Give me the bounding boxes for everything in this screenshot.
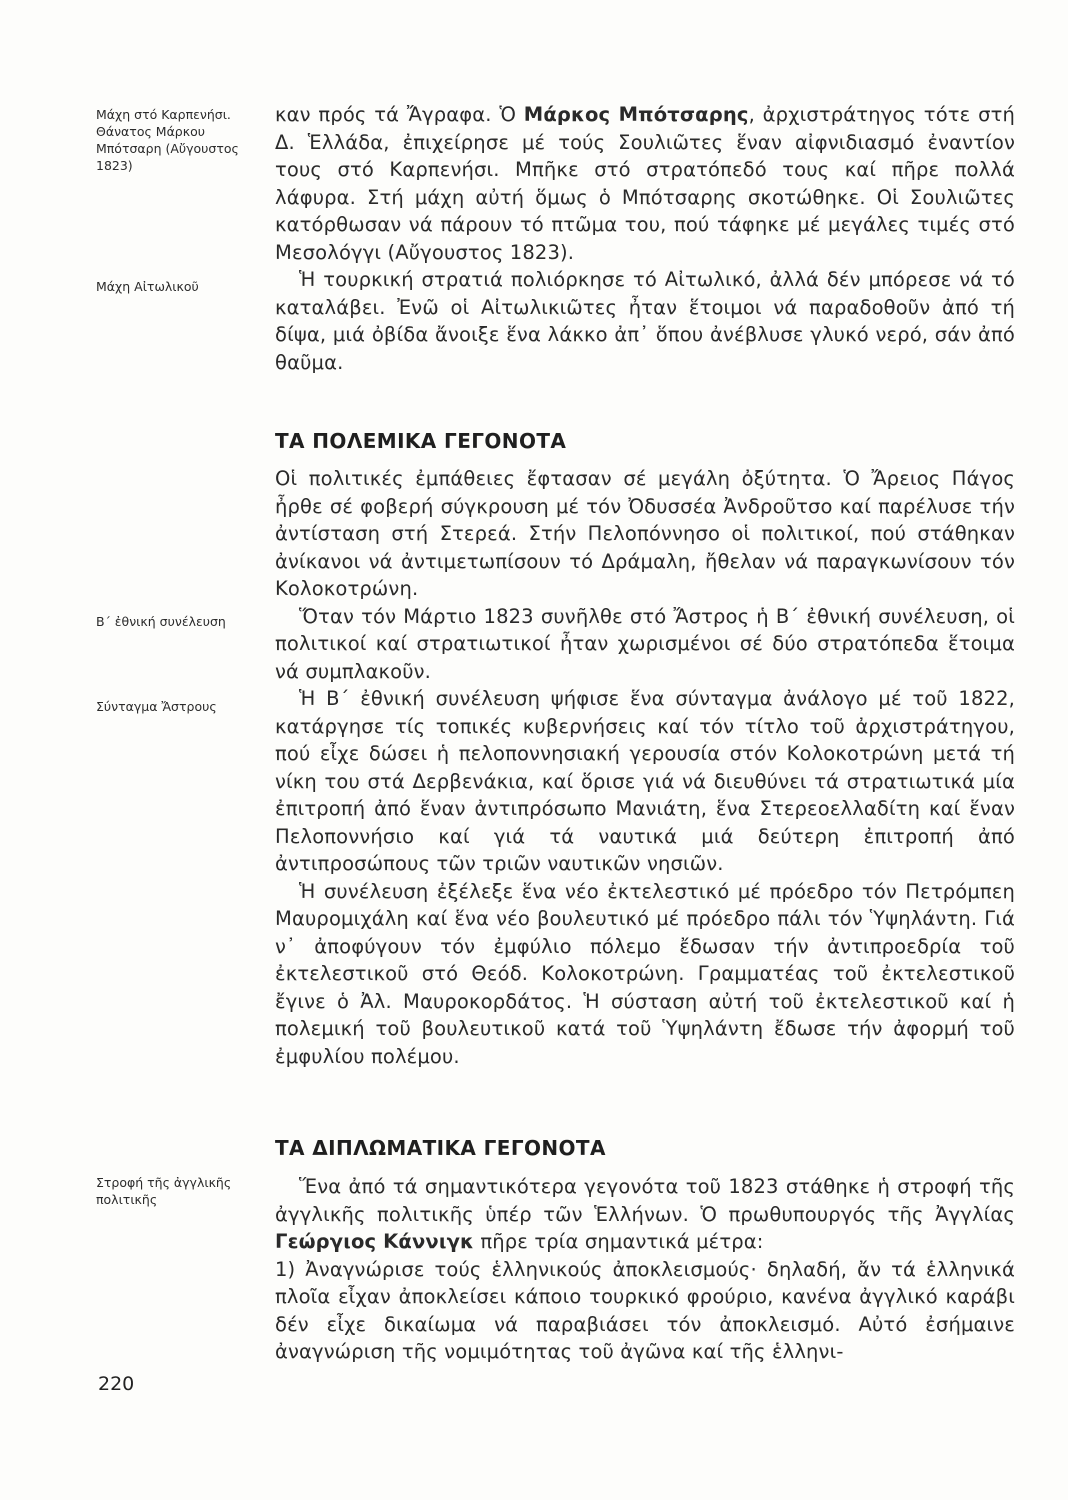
section-heading-diplomatic: ΤΑ ΔΙΠΛΩΜΑΤΙΚΑ ΓΕΓΟΝΟΤΑ [275,1136,606,1160]
page-number: 220 [98,1373,135,1395]
margin-note-syntagma-astrous: Σύνταγμα Ἄστρους [96,699,217,714]
margin-note-karpenisi: Μάχη στό Καρπενήσι. Θάνατος Μάρκου Μπότσαρη (Αὔγουστος 1823) [96,107,239,173]
margin-note-strofi: Στροφή τῆς ἀγγλικῆς πολιτικῆς [96,1175,232,1207]
margin-note-vethniki-synelefsi: Β΄ ἐθνική συνέλευση [96,614,226,629]
paragraph-constitution: Ἡ Β΄ ἐθνική συνέλευση ψήφισε ἕνα σύνταγμα ἀνάλογο μέ τοῦ 1822, κατάργησε τίς τοπικές κυβερνήσεις καί τόν τίτλο τοῦ ἀρχιστράτηγου, πού εἶχε δώσει ἡ πελοποννησιακή γερουσία στόν Κολοκοτρώνη μετά τή νίκη του στά Δερβενάκια, καί ὅρισε γιά νά διευθύνει τά στρατιωτικά μία ἐπιτροπή ἀπό ἕναν ἀντιπρόσωπο Μανιάτη, ἕνα Στερεοελλαδίτη καί ἕναν Πελοποννήσιο καί γιά τά ναυτικά μιά δεύτερη ἐπιτροπή ἀπό ἀντιπροσώπους τῶν τριῶν ναυτικῶν νησιῶν. [275,687,1015,875]
paragraph-aitoliko: Ἡ τουρκική στρατιά πολιόρκησε τό Αἰτωλικό, ἀλλά δέν μπόρεσε νά τό καταλάβει. Ἐνῶ οἱ Αἰτωλικιῶτες ἦταν ἕτοιμοι νά παραδοθοῦν ἀπό τή δίψα, μιά ὀβίδα ἄνοιξε ἕνα λάκκο ἀπ᾿ ὅπου ἀνέβλυσε γλυκό νερό, σάν ἀπό θαῦμα. [275,268,1015,374]
margin-note-aitoliko: Μάχη Αἰτωλικοῦ [96,279,199,294]
paragraph-executive: Ἡ συνέλευση ἐξέλεξε ἕνα νέο ἐκτελεστικό μέ πρόεδρο τόν Πετρόμπεη Μαυρομιχάλη καί ἕνα νέο βουλευτικό μέ πρόεδρο πάλι τόν Ὑψηλάντη. Γιά ν᾿ ἀποφύγουν τόν ἐμφύλιο πόλεμο ἔδωσαν τήν ἀντιπροεδρία τοῦ ἐκτελεστικοῦ στό Θεόδ. Κολοκοτρώνη. Γραμματέας τοῦ ἐκτελεστικοῦ ἔγινε ὁ Ἀλ. Μαυροκορδάτος. Ἡ σύσταση αὐτή τοῦ ἐκτελεστικοῦ καί ἡ πολεμική τοῦ βουλευτικοῦ κατά τοῦ Ὑψηλάντη ἔδωσε τήν ἀφορμή τοῦ ἐμφυλίου πολέμου. [275,879,1015,1068]
paragraph-political-passions: Οἱ πολιτικές ἐμπάθειες ἔφτασαν σέ μεγάλη ὀξύτητα. Ὁ Ἄρειος Πάγος ἦρθε σέ φοβερή σύγκρουση μέ τόν Ὀδυσσέα Ἀνδροῦτσο καί παρέλυσε τήν ἀντίσταση στή Στερεά. Στήν Πελοπόννησο οἱ πολιτικοί, πού στάθηκαν ἀνίκανοι νά ἀντιμετωπίσουν τό Δράμαλη, ἤθελαν νά παραγκωνίσουν τόν Κολοκοτρώνη. [275,467,1015,600]
paragraph-canning: Ἕνα ἀπό τά σημαντικότερα γεγονότα τοῦ 1823 στάθηκε ἡ στροφή τῆς ἀγγλικῆς πολιτικῆς ὑπέρ τῶν Ἑλλήνων. Ὁ πρωθυπουργός τῆς Ἀγγλίας Γεώργιος Κάννιγκ πῆρε τρία σημαντικά μέτρα: [275,1175,1015,1253]
section-heading-military: ΤΑ ΠΟΛΕΜΙΚΑ ΓΕΓΟΝΟΤΑ [275,429,567,453]
section-diplomatic [275,1173,1015,1366]
paragraph-astros-assembly: Ὅταν τόν Μάρτιο 1823 συνῆλθε στό Ἄστρος ἡ Β΄ ἐθνική συνέλευση, οἱ πολιτικοί καί στρατιωτικοί ἦταν χωρισμένοι σέ δύο στρατόπεδα ἕτοιμα νά συμπλακοῦν. [275,604,1015,683]
bold-name-botsaris: Μάρκος Μπότσαρης [523,103,749,126]
bold-name-canning: Γεώργιος Κάννιγκ [275,1230,475,1253]
section-military [275,465,1015,1070]
section-intro [275,101,1015,376]
paragraph-botsaris: καν πρός τά Ἄγραφα. Ὁ Μάρκος Μπότσαρης, ἀρχιστράτηγος τότε στή Δ. Ἑλλάδα, ἐπιχείρησε μέ τούς Σουλιῶτες ἕναν αἰφνιδιασμό ἐναντίον τους στό Καρπενήσι. Μπῆκε στό στρατόπεδό τους καί πῆρε πολλά λάφυρα. Στή μάχη αὐτή ὅμως ὁ Μπότσαρης σκοτώθηκε. Οἱ Σουλιῶτες κατόρθωσαν νά πάρουν τό πτῶμα του, πού τάφηκε μέ μεγάλες τιμές στό Μεσολόγγι (Αὔγουστος 1823). [275,103,1015,264]
paragraph-blockades: 1) Ἀναγνώρισε τούς ἑλληνικούς ἀποκλεισμούς· δηλαδή, ἄν τά ἑλληνικά πλοῖα εἶχαν ἀποκλείσει κάποιο τουρκικό φρούριο, κανένα ἀγγλικό καράβι δέν εἶχε δικαίωμα νά παραβιάσει τόν ἀποκλεισμό. Αὐτό ἐσήμαινε ἀναγνώριση τῆς νομιμότητας τοῦ ἀγῶνα καί τῆς ἑλληνι- [275,1257,1015,1363]
